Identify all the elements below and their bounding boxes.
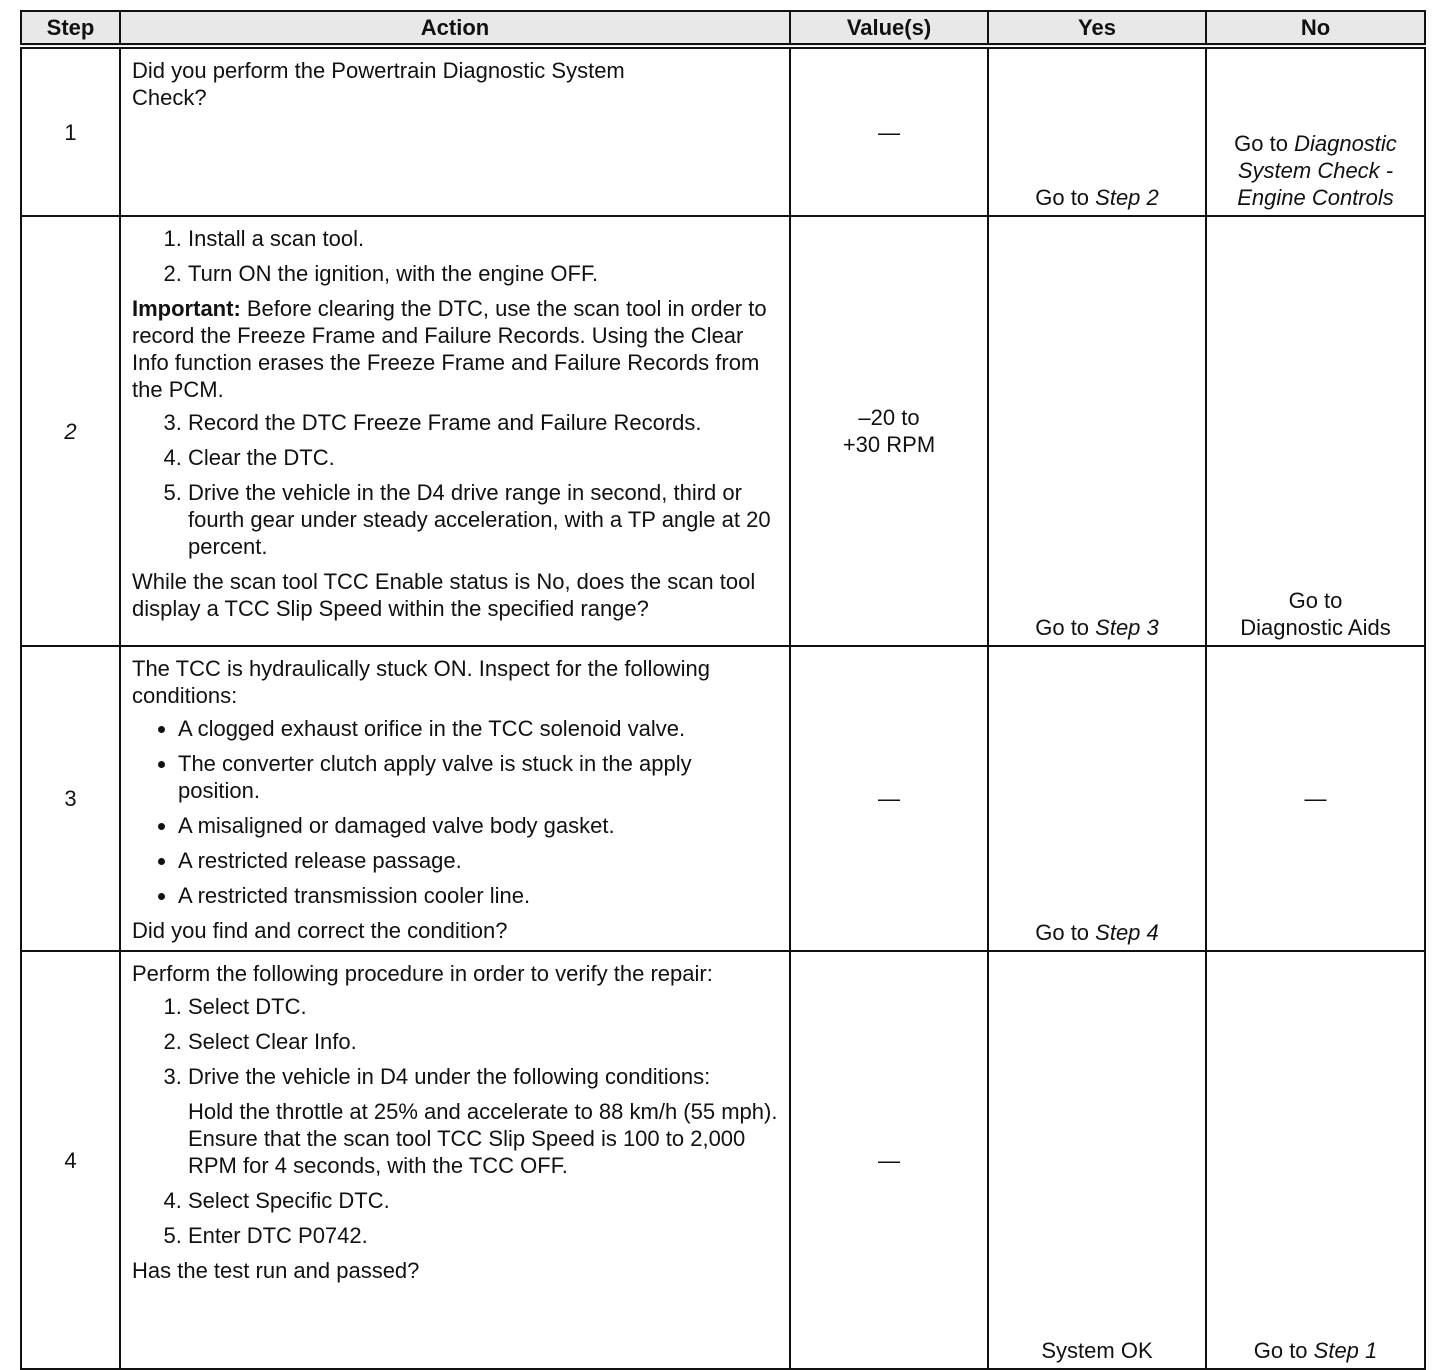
header-yes: Yes bbox=[988, 11, 1206, 46]
no-line: Diagnostic Aids bbox=[1240, 615, 1391, 640]
header-values: Value(s) bbox=[790, 11, 988, 46]
action-question: While the scan tool TCC Enable status is No, does the scan tool display a TCC Slip Speed within the specified range? bbox=[132, 569, 756, 621]
yes-link: Step 4 bbox=[1095, 920, 1159, 945]
list-item: • A misaligned or damaged valve body gasket. bbox=[178, 812, 779, 839]
action-intro: Perform the following procedure in order to verify the repair: bbox=[132, 961, 713, 986]
action-list bbox=[132, 1187, 779, 1249]
table-row bbox=[21, 216, 1425, 646]
list-item: • The converter clutch apply valve is stuck in the apply position. bbox=[178, 750, 779, 804]
list-item: 4. Clear the DTC. bbox=[188, 444, 779, 471]
action-list bbox=[132, 225, 779, 287]
no-cell bbox=[1206, 216, 1425, 646]
header-action: Action bbox=[120, 11, 790, 46]
action-question: Did you find and correct the condition? bbox=[132, 918, 508, 943]
important-text: Before clearing the DTC, use the scan tool in order to record the Freeze Frame and Failure Records. Using the Clear Info function erases the Freeze Frame and Failure Records from the PCM. bbox=[132, 296, 767, 402]
list-item: 1. Select DTC. bbox=[188, 993, 779, 1020]
action-question: Did you perform the Powertrain Diagnostic System Check? bbox=[132, 58, 625, 110]
value-cell: — bbox=[790, 46, 988, 216]
yes-cell bbox=[988, 216, 1206, 646]
action-list bbox=[132, 409, 779, 560]
value-line: +30 RPM bbox=[842, 432, 936, 457]
no-prefix: Go to bbox=[1253, 1338, 1314, 1363]
list-item: • A restricted release passage. bbox=[178, 847, 779, 874]
list-item: 5. Enter DTC P0742. bbox=[188, 1222, 779, 1249]
diagnostic-table bbox=[20, 10, 1426, 1370]
value-cell: — bbox=[790, 951, 988, 1369]
important-note bbox=[132, 295, 779, 403]
no-link: Step 1 bbox=[1313, 1338, 1378, 1363]
yes-prefix: Go to bbox=[1035, 615, 1096, 640]
value-line: –20 to bbox=[858, 405, 920, 430]
list-item: • A restricted transmission cooler line. bbox=[178, 882, 779, 909]
yes-link: Step 3 bbox=[1095, 615, 1159, 640]
important-label: Important: bbox=[132, 296, 241, 321]
condition-list bbox=[132, 715, 779, 909]
list-item: 2. Turn ON the ignition, with the engine OFF. bbox=[188, 260, 779, 287]
step-number: 1 bbox=[21, 46, 120, 216]
no-prefix: Go to bbox=[1234, 131, 1295, 156]
table-row bbox=[21, 951, 1425, 1369]
table-row bbox=[21, 646, 1425, 951]
list-item: • A clogged exhaust orifice in the TCC solenoid valve. bbox=[178, 715, 779, 742]
header-step: Step bbox=[21, 11, 120, 46]
value-cell bbox=[790, 216, 988, 646]
no-line: Go to bbox=[1288, 588, 1343, 613]
yes-cell bbox=[988, 46, 1206, 216]
list-item: 2. Select Clear Info. bbox=[188, 1028, 779, 1055]
list-item-subtext: Hold the throttle at 25% and accelerate to 88 km/h (55 mph). Ensure that the scan tool TCC Slip Speed is 100 to 2,000 RPM for 4 seconds, with the TCC OFF. bbox=[188, 1099, 778, 1178]
yes-cell bbox=[988, 646, 1206, 951]
yes-prefix: Go to bbox=[1035, 920, 1096, 945]
action-cell bbox=[120, 951, 790, 1369]
no-cell: — bbox=[1206, 646, 1425, 951]
header-row bbox=[21, 11, 1425, 46]
action-list bbox=[132, 993, 779, 1179]
table-row bbox=[21, 46, 1425, 216]
action-intro: The TCC is hydraulically stuck ON. Inspect for the following conditions: bbox=[132, 656, 710, 708]
step-number: 3 bbox=[21, 646, 120, 951]
header-no: No bbox=[1206, 11, 1425, 46]
action-cell bbox=[120, 216, 790, 646]
list-item bbox=[188, 1063, 779, 1179]
step-number: 2 bbox=[21, 216, 120, 646]
action-cell bbox=[120, 46, 790, 216]
no-link: Diagnostic System Check - Engine Controls bbox=[1237, 131, 1397, 210]
value-cell: — bbox=[790, 646, 988, 951]
yes-cell: System OK bbox=[988, 951, 1206, 1369]
yes-link: Step 2 bbox=[1095, 185, 1159, 210]
step-number: 4 bbox=[21, 951, 120, 1369]
no-cell bbox=[1206, 46, 1425, 216]
list-item: 4. Select Specific DTC. bbox=[188, 1187, 779, 1214]
action-cell bbox=[120, 646, 790, 951]
list-item: 5. Drive the vehicle in the D4 drive range in second, third or fourth gear under steady acceleration, with a TP angle at 20 percent. bbox=[188, 479, 779, 560]
list-item: 3. Record the DTC Freeze Frame and Failure Records. bbox=[188, 409, 779, 436]
list-item-text: Drive the vehicle in D4 under the following conditions: bbox=[188, 1064, 711, 1089]
list-item: 1. Install a scan tool. bbox=[188, 225, 779, 252]
action-question: Has the test run and passed? bbox=[132, 1258, 420, 1283]
yes-prefix: Go to bbox=[1035, 185, 1096, 210]
no-cell bbox=[1206, 951, 1425, 1369]
